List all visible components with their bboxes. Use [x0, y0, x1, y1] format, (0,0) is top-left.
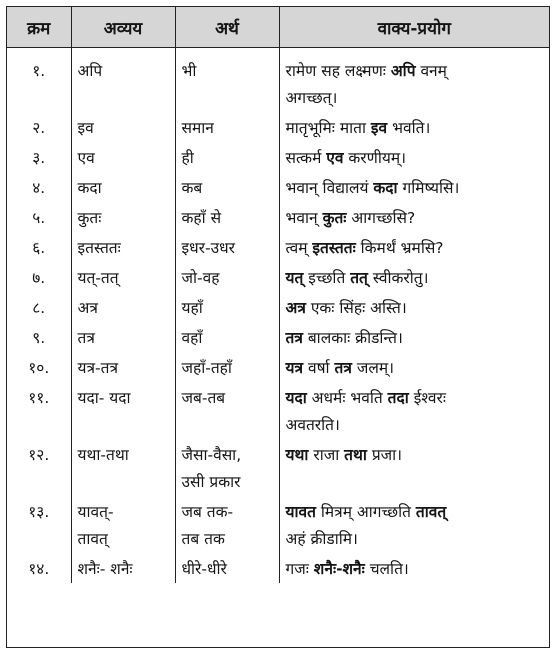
sentence-line	[286, 355, 544, 382]
sentence-text: चलति।	[364, 560, 409, 578]
cell-krama: ५.	[32, 209, 46, 227]
cell-krama: १०.	[28, 359, 50, 377]
sentence-text: भवति।	[387, 119, 431, 137]
avyaya-highlight: तत्र	[334, 359, 352, 377]
sentence-text: इच्छति	[303, 269, 351, 287]
sentence-line	[286, 442, 544, 469]
avyaya-highlight: तावत्	[415, 503, 447, 521]
sentence-line	[286, 265, 544, 292]
sentence-line	[286, 85, 544, 112]
sentence-text: करणीयम्।	[343, 149, 406, 167]
avyaya-highlight: यत्र	[285, 359, 304, 377]
sentence-text: अगच्छत्।	[285, 89, 338, 107]
sentence-line	[286, 58, 544, 85]
avyaya-highlight: यथा	[285, 446, 309, 464]
table-row	[7, 202, 549, 232]
cell-avyaya-line: इतस्ततः	[77, 239, 121, 257]
table-row	[7, 382, 549, 439]
cell-avyaya-line: कदा	[77, 179, 102, 197]
header-krama: क्रम	[7, 7, 71, 48]
sentence-text: किमर्थं भ्रमसि?	[355, 239, 444, 257]
cell-avyaya-line: अपि	[77, 62, 103, 80]
avyaya-highlight: कुतः	[322, 209, 347, 227]
cell-avyaya-line: तावत्	[77, 530, 108, 548]
cell-artha	[175, 382, 279, 439]
cell-krama: ३.	[32, 149, 46, 167]
cell-avyaya	[71, 142, 175, 172]
cell-krama: ११.	[28, 389, 50, 407]
cell-avyaya	[71, 496, 175, 553]
cell-krama: १.	[32, 62, 46, 80]
cell-avyaya	[71, 382, 175, 439]
cell-vakya-prayog	[279, 382, 549, 439]
cell-artha	[175, 322, 279, 352]
cell-artha-line: भी	[181, 62, 197, 80]
cell-krama: १४.	[28, 560, 50, 578]
cell-krama: ४.	[32, 179, 46, 197]
sentence-line	[286, 235, 544, 262]
cell-artha-line: जब तक-	[181, 503, 234, 521]
avyaya-highlight: एव	[326, 149, 344, 167]
cell-artha	[175, 553, 279, 583]
table-row	[7, 262, 549, 292]
avyaya-table	[7, 7, 549, 583]
cell-artha-line: जो-वह	[181, 269, 220, 287]
cell-krama: १२.	[28, 446, 50, 464]
cell-artha-line: यहाँ	[181, 299, 203, 317]
sentence-text: भवान् विद्यालयं	[285, 179, 374, 197]
sentence-text: ईश्वरः	[408, 389, 446, 407]
sentence-text: गजः	[285, 560, 314, 578]
table-row	[7, 322, 549, 352]
sentence-line	[286, 205, 544, 232]
header-artha: अर्थ	[175, 7, 279, 48]
sentence-text: प्रजा।	[366, 446, 403, 464]
cell-avyaya-line: अत्र	[77, 299, 98, 317]
cell-avyaya	[71, 112, 175, 142]
cell-artha-line: समान	[181, 119, 214, 137]
cell-artha	[175, 172, 279, 202]
sentence-text: आगच्छसि?	[346, 209, 416, 227]
avyaya-highlight: अपि	[390, 62, 416, 80]
cell-avyaya-line: एव	[77, 149, 95, 167]
sentence-text: त्वम्	[285, 239, 313, 257]
cell-vakya-prayog	[279, 292, 549, 322]
cell-avyaya-line: इव	[77, 119, 94, 137]
cell-avyaya-line: तत्र	[77, 329, 95, 347]
sentence-line	[286, 145, 544, 172]
cell-avyaya-line: यत्र-तत्र	[77, 359, 119, 377]
table-row	[7, 496, 549, 553]
cell-avyaya	[71, 202, 175, 232]
table-row	[7, 352, 549, 382]
table-row	[7, 142, 549, 172]
cell-artha-line: कब	[181, 179, 203, 197]
avyaya-highlight: शनैः-शनैः	[313, 560, 365, 578]
sentence-text: एकः सिंहः अस्ति।	[305, 299, 407, 317]
sentence-text: मातृभूमिः माता	[285, 119, 371, 137]
avyaya-highlight: तत्	[350, 269, 368, 287]
sentence-text: वर्षा	[303, 359, 335, 377]
cell-vakya-prayog	[279, 112, 549, 142]
table-row	[7, 232, 549, 262]
sentence-text: अहं क्रीडामि।	[285, 530, 358, 548]
sentence-line	[286, 385, 544, 412]
cell-artha-line: इधर-उधर	[181, 239, 235, 257]
sentence-line	[286, 175, 544, 202]
cell-vakya-prayog	[279, 142, 549, 172]
cell-artha-line: जब-तब	[181, 389, 226, 407]
cell-vakya-prayog	[279, 172, 549, 202]
sentence-text: वनम्	[415, 62, 447, 80]
cell-artha	[175, 48, 279, 113]
sentence-text: अधर्मः भवति	[306, 389, 388, 407]
table-header	[7, 7, 549, 48]
cell-artha-line: कहाँ से	[181, 209, 222, 227]
cell-avyaya	[71, 439, 175, 496]
sentence-text: बालकाः क्रीडन्ति।	[302, 329, 403, 347]
cell-artha	[175, 232, 279, 262]
table-body	[7, 48, 549, 584]
cell-avyaya-line: कुतः	[77, 209, 102, 227]
avyaya-highlight: कदा	[373, 179, 398, 197]
table-row	[7, 48, 549, 113]
cell-avyaya	[71, 292, 175, 322]
cell-artha-line: वहाँ	[181, 329, 203, 347]
cell-artha-line: उसी प्रकार	[181, 473, 241, 491]
cell-avyaya	[71, 262, 175, 292]
avyaya-highlight: यावत	[285, 503, 316, 521]
sentence-line	[286, 499, 544, 526]
cell-vakya-prayog	[279, 439, 549, 496]
cell-artha-line: तब तक	[181, 530, 225, 548]
sentence-line	[286, 556, 544, 583]
sentence-text: रामेण सह लक्ष्मणः	[285, 62, 391, 80]
sentence-text: स्वीकरोतु।	[367, 269, 429, 287]
table-row	[7, 292, 549, 322]
cell-artha	[175, 112, 279, 142]
avyaya-table-sheet	[6, 6, 550, 648]
avyaya-highlight: तदा	[387, 389, 409, 407]
cell-krama: १३.	[28, 503, 50, 521]
table-row	[7, 172, 549, 202]
cell-artha	[175, 439, 279, 496]
avyaya-highlight: अत्र	[285, 299, 306, 317]
cell-vakya-prayog	[279, 322, 549, 352]
cell-artha-line: जहाँ-तहाँ	[181, 359, 232, 377]
cell-vakya-prayog	[279, 496, 549, 553]
sentence-line	[286, 115, 544, 142]
cell-vakya-prayog	[279, 262, 549, 292]
cell-vakya-prayog	[279, 352, 549, 382]
cell-artha-line: जैसा-वैसा,	[181, 446, 242, 464]
cell-artha	[175, 496, 279, 553]
cell-artha	[175, 142, 279, 172]
cell-avyaya-line: शनैः- शनैः	[77, 560, 133, 578]
cell-vakya-prayog	[279, 553, 549, 583]
cell-krama: २.	[32, 119, 46, 137]
sentence-line	[286, 325, 544, 352]
cell-avyaya-line: यदा- यदा	[77, 389, 131, 407]
avyaya-highlight: इव	[370, 119, 388, 137]
cell-vakya-prayog	[279, 232, 549, 262]
cell-avyaya	[71, 352, 175, 382]
cell-avyaya	[71, 553, 175, 583]
sentence-text: सत्कर्म	[285, 149, 327, 167]
cell-vakya-prayog	[279, 48, 549, 113]
avyaya-highlight: यदा	[285, 389, 307, 407]
header-avyaya: अव्यय	[71, 7, 175, 48]
header-vakya-prayog: वाक्य-प्रयोग	[279, 7, 549, 48]
sentence-line	[286, 295, 544, 322]
cell-avyaya	[71, 48, 175, 113]
cell-avyaya	[71, 172, 175, 202]
cell-artha	[175, 262, 279, 292]
cell-krama: ८.	[32, 299, 46, 317]
cell-vakya-prayog	[279, 202, 549, 232]
sentence-text: जलम्।	[351, 359, 394, 377]
sentence-text: राजा	[308, 446, 345, 464]
sentence-text: अवतरति।	[285, 416, 340, 434]
cell-avyaya	[71, 232, 175, 262]
table-row	[7, 112, 549, 142]
cell-artha	[175, 202, 279, 232]
cell-avyaya-line: यावत्-	[77, 503, 114, 521]
cell-avyaya-line: यथा-तथा	[77, 446, 129, 464]
cell-avyaya	[71, 322, 175, 352]
avyaya-highlight: इतस्ततः	[312, 239, 356, 257]
cell-artha-line: ही	[181, 149, 194, 167]
cell-krama: ७.	[32, 269, 46, 287]
table-row	[7, 553, 549, 583]
avyaya-highlight: तत्र	[285, 329, 303, 347]
sentence-text: गमिष्यसि।	[397, 179, 460, 197]
sentence-line	[286, 526, 544, 553]
avyaya-highlight: तथा	[344, 446, 367, 464]
cell-avyaya-line: यत्-तत्	[77, 269, 119, 287]
cell-artha	[175, 292, 279, 322]
cell-artha	[175, 352, 279, 382]
sentence-text: भवान्	[285, 209, 323, 227]
cell-artha-line: धीरे-धीरे	[181, 560, 227, 578]
cell-krama: ९.	[32, 329, 46, 347]
sentence-line	[286, 412, 544, 439]
sentence-text: मित्रम् आगच्छति	[315, 503, 416, 521]
avyaya-highlight: यत्	[285, 269, 304, 287]
cell-krama: ६.	[32, 239, 46, 257]
table-row	[7, 439, 549, 496]
header-row	[7, 7, 549, 48]
